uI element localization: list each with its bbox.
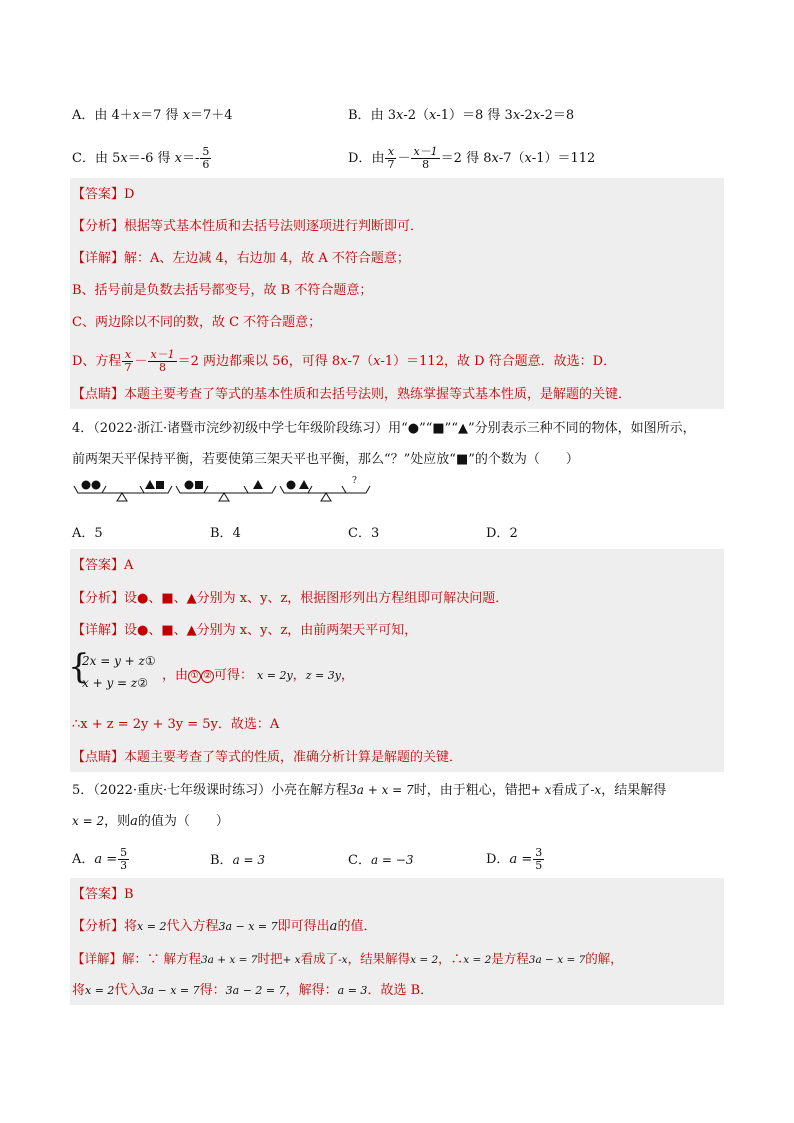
text: 3a + x = 7 [349, 783, 414, 797]
numerator: x [385, 146, 396, 159]
text: -1）＝112 [531, 151, 596, 166]
text: ，∴ [438, 951, 464, 966]
numerator: 5 [202, 145, 210, 158]
fraction [411, 146, 439, 171]
q5-stem-1 [72, 780, 666, 801]
q5-answer [72, 885, 134, 905]
text: 由 4＋ [94, 108, 133, 123]
q5-detail-1 [72, 949, 623, 970]
answer-value: D [124, 187, 135, 202]
text: -2 [520, 108, 533, 123]
triangle-icon [299, 480, 309, 489]
denominator: 7 [387, 158, 395, 171]
system-brace: { [68, 647, 90, 687]
text: ．故选 B． [367, 983, 434, 998]
q4-detail [72, 621, 417, 641]
text: 5．（2022·重庆·七年级课时练习）小亮在解方程 [72, 783, 350, 798]
fraction [118, 847, 129, 872]
option-d[interactable] [348, 146, 595, 171]
answer-tag: 【答案】 [72, 558, 125, 573]
numerator: x [122, 349, 133, 362]
text: x = 2 [72, 814, 105, 828]
analysis-tag: 【分析】 [72, 591, 125, 606]
option-letter: C． [348, 526, 371, 541]
q4-option-a[interactable] [72, 524, 103, 544]
denominator: 6 [202, 158, 210, 171]
text: ，结果解得 [601, 783, 667, 798]
q4-answer [72, 556, 133, 576]
option-c[interactable] [72, 146, 212, 171]
text: ，则 [104, 814, 131, 829]
numerator: 5 [120, 846, 128, 859]
denominator: 8 [422, 158, 430, 171]
text: 将 [72, 983, 86, 998]
text: 将 [124, 919, 138, 934]
text: 2x = y + z [82, 654, 145, 668]
point-tag: 【点睛】 [72, 750, 125, 765]
denominator: 3 [120, 859, 128, 872]
numerator: x－1 [150, 348, 175, 361]
text: -7（ [498, 151, 525, 166]
text: -7（ [347, 354, 374, 369]
circle-icon [185, 481, 194, 490]
text: x = 2 [410, 954, 439, 966]
point-text: 本题主要考查了等式的性质，准确分析计算是解题的关键． [124, 750, 463, 765]
text: a = −3 [370, 853, 414, 867]
text: x = 2 [137, 920, 167, 933]
q4-option-d[interactable] [486, 524, 518, 544]
circle-icon [287, 481, 296, 490]
text: 代入 [114, 983, 141, 998]
numerator: x－1 [413, 145, 438, 158]
option-letter: A． [72, 526, 95, 541]
text: 由 3 [370, 108, 396, 123]
text: 由 [371, 151, 385, 166]
text: -1）＝112，故 D 符合题意．故选：D． [380, 354, 617, 369]
q3-detail-2: B、括号前是负数去括号都变号，故 B 不符合题意； [72, 283, 373, 298]
option-value: 4 [232, 526, 241, 541]
text: 代入方程 [166, 919, 219, 934]
q3-analysis [72, 217, 423, 237]
text: 得： [199, 983, 226, 998]
text: -1）＝8 得 3 [436, 108, 513, 123]
text: ＝2 得 8 [440, 151, 492, 166]
answer-value: A [124, 558, 134, 573]
circled-number: ① [188, 670, 201, 683]
q4-stem-1: 4．（2022·浙江·诸暨市浣纱初级中学七年级阶段练习）用“●”“■”“▲”分别表示三种不同的物体，如图所示， [72, 421, 696, 436]
detail-text: 设●、■、▲分别为 x、y、z，由前两架天平可知， [124, 623, 418, 638]
var: x [512, 108, 521, 123]
triangle-icon [253, 480, 263, 489]
text: ＝2 两边都乘以 56，可得 8 [177, 354, 341, 369]
text: ，解得： [285, 983, 338, 998]
scale-2 [176, 480, 276, 501]
option-letter: A． [72, 852, 95, 867]
analysis-text: 根据等式基本性质和去括号法则逐项进行判断即可． [124, 219, 424, 234]
text: 3a + x = 7 [201, 954, 258, 966]
text: ，由 [162, 668, 189, 683]
q5-option-a[interactable] [72, 847, 130, 872]
fraction [122, 349, 133, 374]
answer-tag: 【答案】 [72, 187, 125, 202]
q3-detail-4 [72, 349, 616, 374]
text: 由 5 [94, 151, 121, 166]
option-value: 2 [509, 526, 518, 541]
point-tag: 【点睛】 [72, 387, 125, 402]
text: x + y = z [82, 676, 138, 690]
var: x [428, 108, 437, 123]
option-b[interactable] [348, 106, 574, 126]
fraction [533, 847, 544, 872]
text: a = [509, 852, 533, 867]
text: ，结果解得 [347, 951, 411, 966]
text: x = 2 [463, 954, 492, 966]
var: x [120, 151, 128, 166]
q4-option-b[interactable] [210, 524, 241, 544]
text: 3a − x = 7 [528, 954, 586, 966]
denominator: 7 [124, 361, 132, 374]
circle-icon [92, 481, 101, 490]
var: x [132, 108, 141, 123]
text: 看成了 [300, 951, 339, 966]
text: z = 3y [305, 669, 341, 682]
square-icon [156, 481, 164, 489]
text: ＝7＋4 [190, 108, 233, 123]
var: x [340, 354, 348, 369]
balance-scales-figure [72, 476, 372, 516]
text: 时把 [257, 951, 283, 966]
system-eq-2 [82, 675, 148, 691]
option-letter: C． [348, 853, 371, 868]
text: x = 2y [257, 669, 293, 682]
q5-analysis [72, 917, 376, 937]
q3-point [72, 385, 631, 405]
text: 即可得出 [277, 919, 330, 934]
option-letter: D． [348, 151, 372, 166]
text: 可得： [214, 668, 254, 683]
var: x [174, 151, 182, 166]
q5-option-b[interactable] [210, 850, 265, 871]
text: 3a − 2 = 7 [225, 984, 286, 997]
point-text: 本题主要考查了等式的基本性质和去括号法则，熟练掌握等式基本性质，是解题的关键． [124, 387, 632, 402]
text: 解：∵ 解方程 [122, 951, 201, 966]
triangle-icon [145, 480, 155, 489]
q4-therefore: ∴x + z = 2y + 3y = 5y．故选：A [72, 717, 280, 732]
text: － [134, 354, 148, 369]
text: 看成了 [551, 783, 591, 798]
option-a[interactable] [72, 106, 233, 126]
var: x [491, 151, 499, 166]
q3-detail-3: C、两边除以不同的数，故 C 不符合题意； [72, 315, 322, 330]
text: -x [590, 783, 602, 797]
text: 3a − x = 7 [218, 920, 278, 933]
fraction [200, 146, 211, 171]
text: + x [530, 783, 552, 797]
q3-detail-1 [72, 249, 410, 269]
analysis-tag: 【分析】 [72, 219, 125, 234]
text: D、方程 [72, 354, 122, 369]
q5-option-c[interactable] [348, 850, 413, 871]
var: x [182, 108, 191, 123]
q4-system-result [162, 666, 354, 686]
circled-number: ② [201, 670, 214, 683]
q4-analysis [72, 589, 508, 609]
text: 是方程 [491, 951, 529, 966]
text: － [397, 151, 411, 166]
option-letter: C． [72, 151, 95, 166]
text: a = 3 [337, 984, 368, 997]
option-value: 3 [370, 526, 380, 541]
text: 的值． [337, 919, 377, 934]
text: a [329, 919, 338, 934]
text: 3a − x = 7 [140, 984, 200, 997]
square-icon [195, 481, 203, 489]
analysis-text: 设●、■、▲分别为 x、y、z，根据图形列出方程组即可解决问题． [124, 591, 509, 606]
detail-tag: 【详解】 [72, 951, 123, 966]
var: x [532, 108, 541, 123]
text: x = 2 [85, 984, 115, 997]
text: ① [144, 654, 156, 668]
option-value: 5 [94, 526, 103, 541]
option-letter: B． [348, 108, 371, 123]
detail-tag: 【详解】 [72, 623, 125, 638]
scale-1 [74, 480, 172, 501]
text: -2（ [403, 108, 429, 123]
text: ， [292, 668, 306, 683]
answer-tag: 【答案】 [72, 887, 125, 902]
denominator: 5 [535, 859, 543, 872]
q4-option-c[interactable] [348, 524, 379, 544]
var: x [524, 151, 532, 166]
circle-icon [82, 481, 91, 490]
fraction [148, 349, 176, 374]
q4-point [72, 748, 462, 768]
detail-tag: 【详解】 [72, 251, 125, 266]
text: ＝-6 得 [127, 151, 175, 166]
option-letter: B． [210, 853, 233, 868]
analysis-tag: 【分析】 [72, 919, 125, 934]
q3-answer [72, 185, 134, 205]
text: ， [340, 668, 354, 683]
q5-option-d[interactable] [486, 847, 545, 872]
q4-stem-2: 前两架天平保持平衡，若要使第三架天平也平衡，那么“？”处应放“■”的个数为（ ） [72, 452, 579, 467]
text: -x [338, 954, 348, 966]
detail-text: 解：A、左边减 4，右边加 4，故 A 不符合题意； [124, 251, 410, 266]
denominator: 8 [159, 361, 167, 374]
text: 的值为（ ） [137, 814, 229, 829]
q4-answer-block [70, 549, 724, 772]
text: a [130, 814, 138, 829]
option-letter: A． [72, 108, 95, 123]
text: + x [282, 954, 301, 966]
var: x [373, 354, 381, 369]
q5-detail-2 [72, 981, 433, 1001]
option-letter: D． [486, 852, 510, 867]
system-eq-1 [82, 653, 156, 669]
option-letter: B． [210, 526, 233, 541]
fraction [385, 146, 396, 171]
text: 时，由于粗心，错把 [413, 783, 531, 798]
text: ＝- [181, 151, 200, 166]
text: a = [94, 852, 118, 867]
option-letter: D． [486, 526, 510, 541]
text: 的解， [585, 951, 623, 966]
text: a = 3 [232, 853, 266, 867]
text: ＝7 得 [140, 108, 183, 123]
question-mark-label: ? [352, 476, 357, 486]
numerator: 3 [535, 846, 543, 859]
var: x [395, 108, 404, 123]
q5-stem-2 [72, 811, 229, 832]
answer-value: B [124, 887, 134, 902]
text: ② [137, 676, 149, 690]
text: -2＝8 [540, 108, 575, 123]
